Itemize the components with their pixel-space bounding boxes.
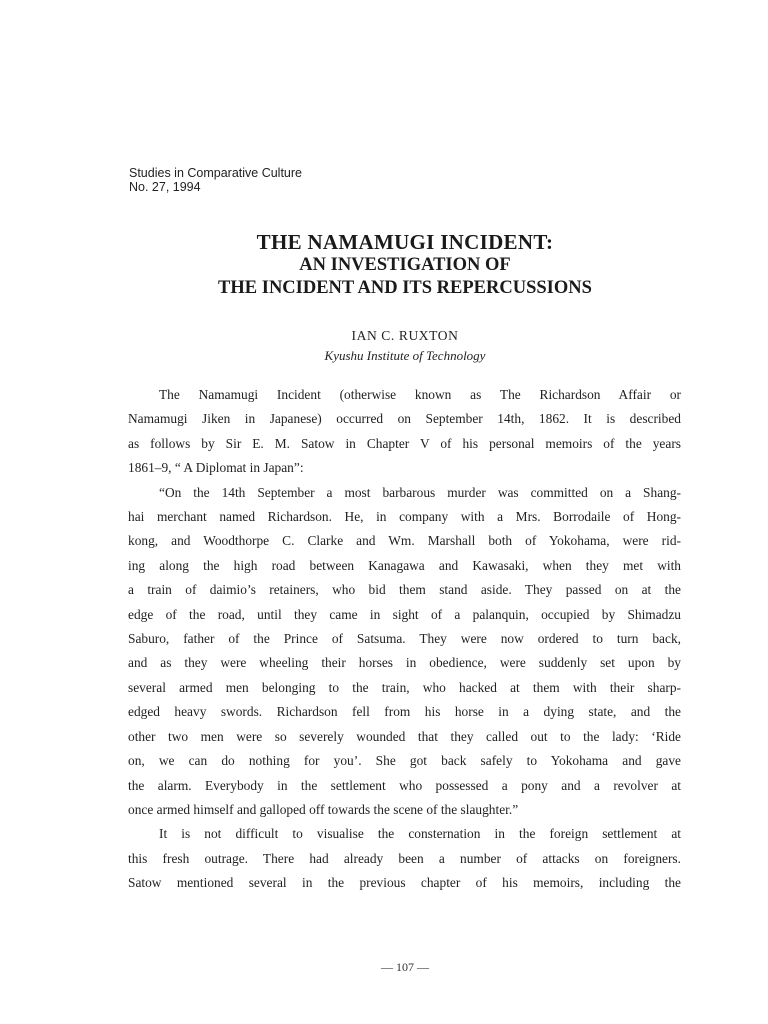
title-subtitle-line-2: THE INCIDENT AND ITS REPERCUSSIONS (218, 278, 592, 298)
text-line: several armed men belonging to the train, who hacked at them with their sharp- (128, 679, 681, 695)
paragraph-2-quotation (128, 481, 681, 823)
journal-header (129, 166, 302, 194)
text-line: Saburo, father of the Prince of Satsuma. They were now ordered to turn back, (128, 631, 681, 647)
text-line: “On the 14th September a most barbarous murder was committed on a Shang- (159, 484, 681, 500)
text-line: this fresh outrage. There had already been a number of attacks on foreigners. (128, 850, 681, 866)
journal-name: Studies in Comparative Culture (129, 166, 302, 180)
paragraph-1 (128, 383, 681, 481)
text-line: and as they were wheeling their horses in obedience, were suddenly set upon by (128, 655, 681, 671)
text-line: the alarm. Everybody in the settlement who possessed a pony and a revolver at (128, 777, 681, 793)
text-line: hai merchant named Richardson. He, in company with a Mrs. Borrodaile of Hong- (128, 509, 681, 525)
paragraph-3 (128, 822, 681, 895)
text-line: Namamugi Jiken in Japanese) occurred on September 14th, 1862. It is described (128, 411, 681, 427)
text-line: Satow mentioned several in the previous chapter of his memoirs, including the (128, 875, 681, 891)
text-line: once armed himself and galloped off towards the scene of the slaughter.” (128, 801, 519, 817)
author-name: IAN C. RUXTON (351, 328, 459, 343)
text-line: a train of daimio’s retainers, who bid them stand aside. They passed on at the (128, 582, 681, 598)
text-line: other two men were so severely wounded that they called out to the lady: ‘Ride (128, 728, 681, 744)
text-line: The Namamugi Incident (otherwise known as The Richardson Affair or (159, 387, 681, 402)
text-line: edged heavy swords. Richardson fell from his horse in a dying state, and the (128, 704, 681, 720)
text-line: kong, and Woodthorpe C. Clarke and Wm. Marshall both of Yokohama, were rid- (128, 533, 681, 549)
text-line: edge of the road, until they came in sight of a palanquin, occupied by Shimadzu (128, 606, 681, 622)
text-line: ing along the high road between Kanagawa and Kawasaki, when they met with (128, 557, 681, 573)
author-block (0, 327, 768, 367)
text-line: as follows by Sir E. M. Satow in Chapter V of his personal memoirs of the years (128, 435, 681, 451)
text-line: 1861–9, “ A Diplomat in Japan”: (128, 460, 304, 476)
author-affiliation: Kyushu Institute of Technology (324, 348, 486, 363)
title-main: THE NAMAMUGI INCIDENT: (256, 230, 554, 254)
text-line: It is not difficult to visualise the consternation in the foreign settlement at (159, 826, 681, 842)
article-body (128, 383, 681, 896)
journal-issue: No. 27, 1994 (129, 180, 201, 194)
article-title (0, 230, 768, 300)
title-subtitle-line-1: AN INVESTIGATION OF (299, 255, 511, 275)
text-line: on, we can do nothing for you’. She got back safely to Yokohama and gave (128, 753, 681, 769)
page-number: — 107 — (381, 960, 429, 974)
